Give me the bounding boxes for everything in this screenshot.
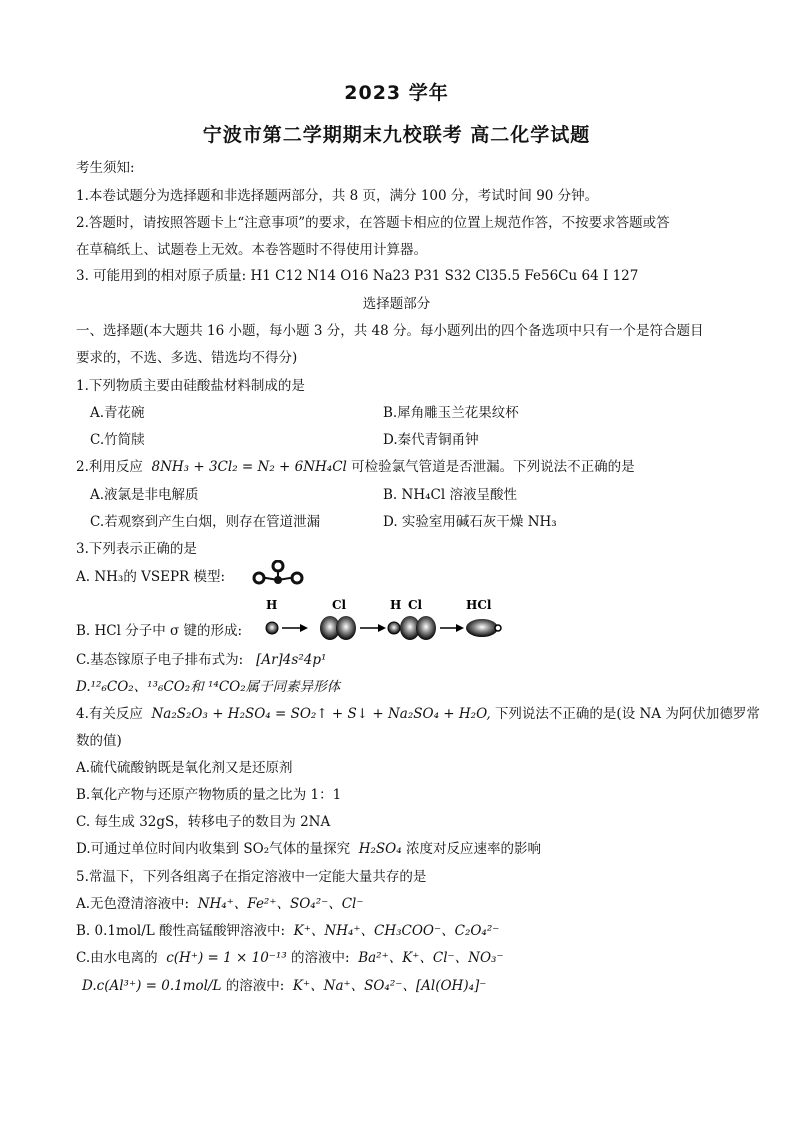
q5-option-c-line <box>76 952 504 966</box>
sigma-bond-diagram <box>246 596 506 646</box>
q2-option-b: B. NH₄Cl 溶液呈酸性 <box>383 487 517 503</box>
sigma-label-h1: H <box>266 598 278 612</box>
section-title: 选择题部分 <box>362 296 431 312</box>
q4-option-d-line <box>76 843 541 857</box>
q3-option-a: A. NH₃的 VSEPR 模型: <box>76 569 226 585</box>
q4-stem-b: 数的值) <box>76 733 122 749</box>
section-intro-b: 要求的，不选、多选、错选均不得分) <box>76 350 298 366</box>
q4-option-b: B.氧化产物与还原产物物质的量之比为 1：1 <box>76 787 342 803</box>
q3-stem: 3.下列表示正确的是 <box>76 541 197 557</box>
q1-option-a: A.青花碗 <box>90 405 145 421</box>
q3-option-d: D.¹²₆CO₂、¹³₆CO₂和 ¹⁴CO₂属于同素异形体 <box>76 679 341 695</box>
sigma-label-cl2: Cl <box>408 598 423 612</box>
q1-stem: 1.下列物质主要由硅酸盐材料制成的是 <box>76 378 305 394</box>
q4-option-c: C. 每生成 32gS，转移电子的数目为 2NA <box>76 814 331 830</box>
q3-option-c-pre: C.基态镓原子电子排布式为: <box>76 652 244 668</box>
q3-option-c-line <box>76 654 326 668</box>
q4-stem-pre: 4.有关反应 <box>76 706 143 722</box>
q5-option-b-ions: K⁺、NH₄⁺、CH₃COO⁻、C₂O₄²⁻ <box>293 923 500 939</box>
q5-option-a-line <box>76 898 364 912</box>
q1-option-b: B.犀角雕玉兰花果纹杯 <box>383 405 519 421</box>
vsepr-model-image <box>250 560 306 588</box>
q1-option-d: D.秦代青铜甬钟 <box>383 432 479 448</box>
q2-stem-post: 可检验氯气管道是否泄漏。下列说法不正确的是 <box>351 459 635 475</box>
q4-stem-line <box>76 708 760 722</box>
q1-option-c: C.竹简牍 <box>90 432 145 448</box>
q5-option-d-line <box>82 980 486 994</box>
q5-option-c-mid: 的溶液中: <box>291 950 350 966</box>
q2-option-a: A.液氯是非电解质 <box>90 487 199 503</box>
q5-option-c-ions: Ba²⁺、K⁺、Cl⁻、NO₃⁻ <box>358 950 504 966</box>
q4-option-a: A.硫代硫酸钠既是氧化剂又是还原剂 <box>76 760 293 776</box>
exam-title: 宁波市第二学期期末九校联考 高二化学试题 <box>202 124 591 146</box>
q2-stem-line <box>76 461 635 475</box>
q5-option-b-pre: B. 0.1mol/L 酸性高锰酸钾溶液中: <box>76 923 286 939</box>
q5-option-b-line <box>76 925 499 939</box>
q3-option-b: B. HCl 分子中 σ 键的形成: <box>76 623 243 639</box>
notice-heading: 考生须知: <box>76 160 135 176</box>
q5-option-c-pre: C.由水电离的 <box>76 950 158 966</box>
q5-option-d-mid: 的溶液中: <box>225 978 285 994</box>
q5-option-d-ions: K⁺、Na⁺、SO₄²⁻、[Al(OH)₄]⁻ <box>292 978 487 994</box>
exam-year: 2023 学年 <box>344 82 449 104</box>
q3-option-c-config: [Ar]4s²4p¹ <box>256 652 327 668</box>
q4-stem-post: 下列说法不正确的是(设 NA 为阿伏加德罗常 <box>494 706 760 722</box>
sigma-label-h2: H <box>390 598 402 612</box>
q2-equation: 8NH₃ + 3Cl₂ = N₂ + 6NH₄Cl <box>151 459 347 475</box>
q5-option-a-pre: A.无色澄清溶液中: <box>76 896 190 912</box>
q4-equation: Na₂S₂O₃ + H₂SO₄ = SO₂↑ + S↓ + Na₂SO₄ + H₂O, <box>151 706 491 722</box>
q2-option-d: D. 实验室用碱石灰干燥 NH₃ <box>383 514 557 530</box>
q4-option-d-formula: H₂SO₄ <box>358 841 402 857</box>
q2-stem-pre: 2.利用反应 <box>76 459 143 475</box>
q4-option-d-pre: D.可通过单位时间内收集到 SO₂气体的量探究 <box>76 841 351 857</box>
notice-line-1: 1.本卷试题分为选择题和非选择题两部分，共 8 页，满分 100 分，考试时间 90 分钟。 <box>76 188 599 204</box>
q5-option-d-condition: D.c(Al³⁺) = 0.1mol/L <box>82 978 222 994</box>
q5-stem: 5.常温下，下列各组离子在指定溶液中一定能大量共存的是 <box>76 869 427 885</box>
notice-line-3: 3. 可能用到的相对原子质量: H1 C12 N14 O16 Na23 P31 S32 Cl35.5 Fe56Cu 64 I 127 <box>76 268 639 284</box>
q2-option-c: C.若观察到产生白烟，则存在管道泄漏 <box>90 514 321 530</box>
section-intro-a: 一、选择题(本大题共 16 小题，每小题 3 分，共 48 分。每小题列出的四个备选项中只有一个是符合题目 <box>76 323 704 339</box>
sigma-label-cl1: Cl <box>332 598 347 612</box>
notice-line-2b: 在草稿纸上、试题卷上无效。本卷答题时不得使用计算器。 <box>76 242 427 258</box>
sigma-label-hcl: HCl <box>466 598 492 612</box>
q5-option-a-ions: NH₄⁺、Fe²⁺、SO₄²⁻、Cl⁻ <box>197 896 364 912</box>
q5-option-c-condition: c(H⁺) = 1 × 10⁻¹³ <box>166 950 287 966</box>
q4-option-d-post: 浓度对反应速率的影响 <box>405 841 541 857</box>
notice-line-2a: 2.答题时，请按照答题卡上“注意事项”的要求，在答题卡相应的位置上规范作答，不按要求答题或答 <box>76 215 670 231</box>
